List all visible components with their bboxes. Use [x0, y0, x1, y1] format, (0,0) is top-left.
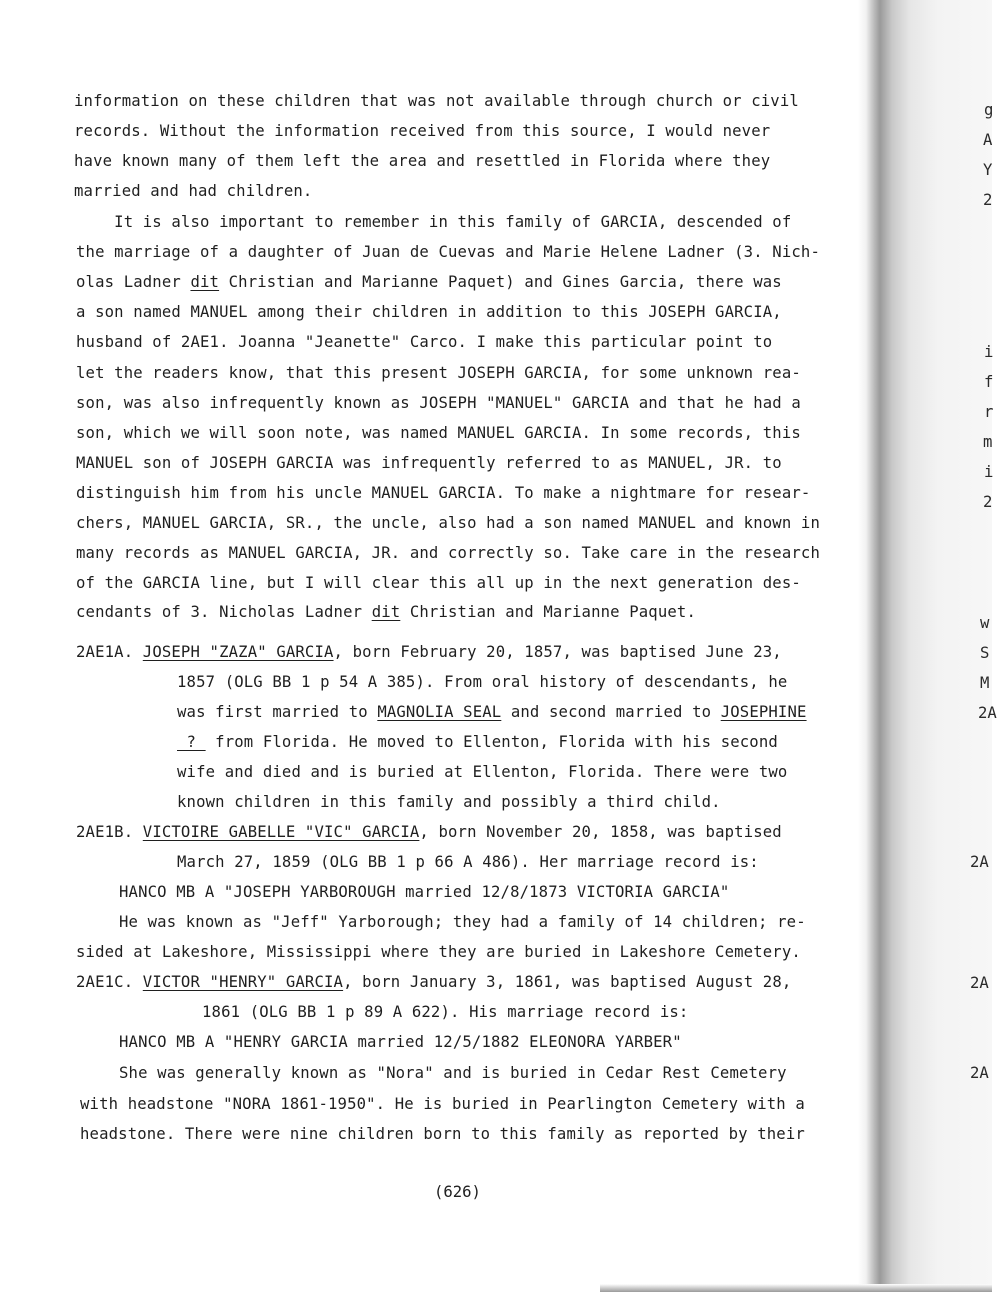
text-line: son, which we will soon note, was named MANUEL GARCIA. In some records, this	[76, 424, 801, 442]
bleed-char: Y	[983, 161, 993, 179]
text-line: have known many of them left the area and resettled in Florida where they	[74, 152, 771, 170]
text-line: March 27, 1859 (OLG BB 1 p 66 A 486). Her marriage record is:	[177, 853, 759, 871]
marriage-record: HANCO MB A "JOSEPH YARBOROUGH married 12/8/1873 VICTORIA GARCIA"	[119, 883, 730, 901]
text-line: known children in this family and possibly a third child.	[177, 793, 721, 811]
bleed-char: 2A	[970, 1064, 989, 1082]
text-line: cendants of 3. Nicholas Ladner dit Christian and Marianne Paquet.	[76, 603, 696, 621]
page-number: (626)	[434, 1183, 481, 1201]
text-line: He was known as "Jeff" Yarborough; they had a family of 14 children; re-	[119, 913, 806, 931]
bleed-char: f	[984, 373, 994, 391]
text-line: distinguish him from his uncle MANUEL GARCIA. To make a nightmare for resear-	[76, 484, 811, 502]
bleed-char: w	[980, 614, 990, 632]
bleed-char: m	[983, 433, 993, 451]
marriage-record: HANCO MB A "HENRY GARCIA married 12/5/1882 ELEONORA YARBER"	[119, 1033, 682, 1051]
text-line: the marriage of a daughter of Juan de Cuevas and Marie Helene Ladner (3. Nich-	[76, 243, 820, 261]
person-name: MAGNOLIA SEAL	[377, 703, 502, 721]
entry-2ae1b-heading: 2AE1B. VICTOIRE GABELLE "VIC" GARCIA, born November 20, 1858, was baptised	[76, 823, 782, 841]
page-edge-shadow	[600, 1284, 992, 1292]
unknown-surname-mark: ?	[177, 733, 206, 751]
text-line: of the GARCIA line, but I will clear this all up in the next generation des-	[76, 574, 801, 592]
bleed-char: r	[984, 403, 994, 421]
text-line: 1857 (OLG BB 1 p 54 A 385). From oral history of descendants, he	[177, 673, 788, 691]
book-gutter-shadow	[858, 0, 992, 1292]
underlined-dit: dit	[371, 603, 401, 621]
entry-2ae1c-heading: 2AE1C. VICTOR "HENRY" GARCIA, born January 3, 1861, was baptised August 28,	[76, 973, 792, 991]
bleed-char: g	[984, 101, 994, 119]
person-name: JOSEPHINE	[720, 703, 807, 721]
text-line: She was generally known as "Nora" and is buried in Cedar Rest Cemetery	[119, 1064, 787, 1082]
text-line: sided at Lakeshore, Mississippi where they are buried in Lakeshore Cemetery.	[76, 943, 801, 961]
text-line: son, was also infrequently known as JOSEPH "MANUEL" GARCIA and that he had a	[76, 394, 801, 412]
bleed-char: i	[984, 343, 994, 361]
text-line: 1861 (OLG BB 1 p 89 A 622). His marriage record is:	[202, 1003, 689, 1021]
person-name: VICTOIRE GABELLE "VIC" GARCIA	[142, 823, 420, 841]
bleed-char: A	[983, 131, 993, 149]
text-line: husband of 2AE1. Joanna "Jeanette" Carco. I make this particular point to	[76, 333, 773, 351]
person-name: VICTOR "HENRY" GARCIA	[142, 973, 344, 991]
text-line: with headstone "NORA 1861-1950". He is buried in Pearlington Cemetery with a	[80, 1095, 805, 1113]
text-line: wife and died and is buried at Ellenton, Florida. There were two	[177, 763, 788, 781]
text-line: information on these children that was not available through church or civil	[74, 92, 799, 110]
bleed-char: 2	[983, 493, 993, 511]
bleed-char: M	[980, 674, 990, 692]
text-line: It is also important to remember in this family of GARCIA, descended of	[76, 213, 792, 231]
text-line: many records as MANUEL GARCIA, JR. and correctly so. Take care in the research	[76, 544, 820, 562]
underlined-dit: dit	[190, 273, 220, 291]
bleed-char: 2	[983, 191, 993, 209]
text-line: married and had children.	[74, 182, 313, 200]
entry-2ae1a-heading: 2AE1A. JOSEPH "ZAZA" GARCIA, born February 20, 1857, was baptised June 23,	[76, 643, 782, 661]
text-line: a son named MANUEL among their children in addition to this JOSEPH GARCIA,	[76, 303, 782, 321]
text-line: MANUEL son of JOSEPH GARCIA was infrequently referred to as MANUEL, JR. to	[76, 454, 782, 472]
text-line: ? from Florida. He moved to Ellenton, Florida with his second	[177, 733, 778, 751]
text-line: let the readers know, that this present JOSEPH GARCIA, for some unknown rea-	[76, 364, 801, 382]
text-line: records. Without the information received from this source, I would never	[74, 122, 771, 140]
text-line: olas Ladner dit Christian and Marianne Paquet) and Gines Garcia, there was	[76, 273, 782, 291]
bleed-char: S	[980, 644, 990, 662]
bleed-char: i	[984, 463, 994, 481]
bleed-char: 2A	[978, 704, 997, 722]
bleed-char: 2A	[970, 853, 989, 871]
text-line: chers, MANUEL GARCIA, SR., the uncle, also had a son named MANUEL and known in	[76, 514, 820, 532]
person-name: JOSEPH "ZAZA" GARCIA	[142, 643, 334, 661]
text-line: was first married to MAGNOLIA SEAL and second married to JOSEPHINE	[177, 703, 807, 721]
bleed-char: 2A	[970, 974, 989, 992]
text-line: headstone. There were nine children born to this family as reported by their	[80, 1125, 805, 1143]
